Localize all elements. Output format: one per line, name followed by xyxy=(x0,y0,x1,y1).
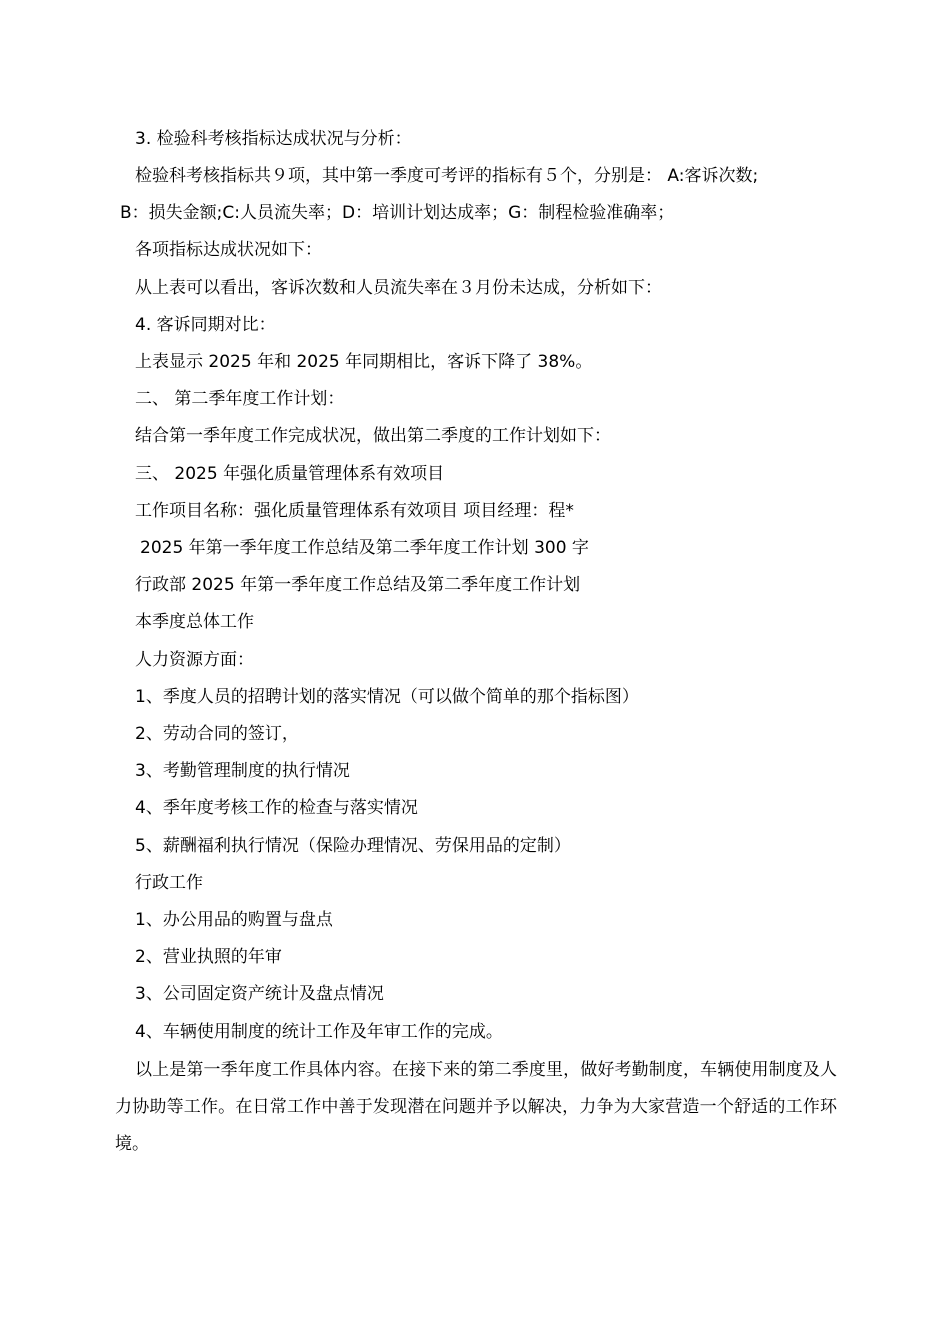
list-item: 1、办公用品的购置与盘点 xyxy=(135,910,333,930)
subtitle-line: 2025 年第一季年度工作总结及第二季年度工作计划 300 字 xyxy=(140,538,589,558)
text-line: 上表显示 2025 年和 2025 年同期相比，客诉下降了 38%。 xyxy=(135,352,593,372)
closing-paragraph: 以上是第一季年度工作具体内容。在接下来的第二季度里，做好考勤制度，车辆使用制度及人力协助等工作。在日常工作中善于发现潜在问题并予以解决，力争为大家营造一个舒适的工作环境。 xyxy=(115,1060,837,1154)
text-line: 行政部 2025 年第一季年度工作总结及第二季年度工作计划 xyxy=(135,575,581,595)
text-line: B：损失金额;C:人员流失率；D：培训计划达成率；G：制程检验准确率； xyxy=(120,203,675,223)
text-line: 工作项目名称：强化质量管理体系有效项目 项目经理：程* xyxy=(135,501,574,521)
text-line: 本季度总体工作 xyxy=(135,612,254,632)
list-item: 1、季度人员的招聘计划的落实情况（可以做个简单的那个指标图） xyxy=(135,687,639,707)
heading-complaint-comparison: 4. 客诉同期对比： xyxy=(135,315,276,335)
list-item: 4、车辆使用制度的统计工作及年审工作的完成。 xyxy=(135,1022,503,1042)
list-item: 4、季年度考核工作的检查与落实情况 xyxy=(135,798,418,818)
heading-inspection-kpi: 3. 检验科考核指标达成状况与分析： xyxy=(135,129,412,149)
list-item: 5、薪酬福利执行情况（保险办理情况、劳保用品的定制） xyxy=(135,836,571,856)
list-item: 3、考勤管理制度的执行情况 xyxy=(135,761,350,781)
text-line: 检验科考核指标共９项，其中第一季度可考评的指标有５个，分别是： A:客诉次数; xyxy=(135,166,759,186)
heading-admin: 行政工作 xyxy=(135,873,203,893)
list-item: 2、营业执照的年审 xyxy=(135,947,282,967)
text-line: 结合第一季年度工作完成状况，做出第二季度的工作计划如下： xyxy=(135,426,611,446)
text-line: 从上表可以看出，客诉次数和人员流失率在３月份未达成，分析如下： xyxy=(135,278,662,298)
heading-q2-plan: 二、 第二季年度工作计划： xyxy=(135,389,345,409)
list-item: 2、劳动合同的签订， xyxy=(135,724,299,744)
list-item: 3、公司固定资产统计及盘点情况 xyxy=(135,984,384,1004)
heading-quality-project: 三、 2025 年强化质量管理体系有效项目 xyxy=(135,464,445,484)
heading-hr: 人力资源方面： xyxy=(135,650,254,670)
text-line: 各项指标达成状况如下： xyxy=(135,240,322,260)
